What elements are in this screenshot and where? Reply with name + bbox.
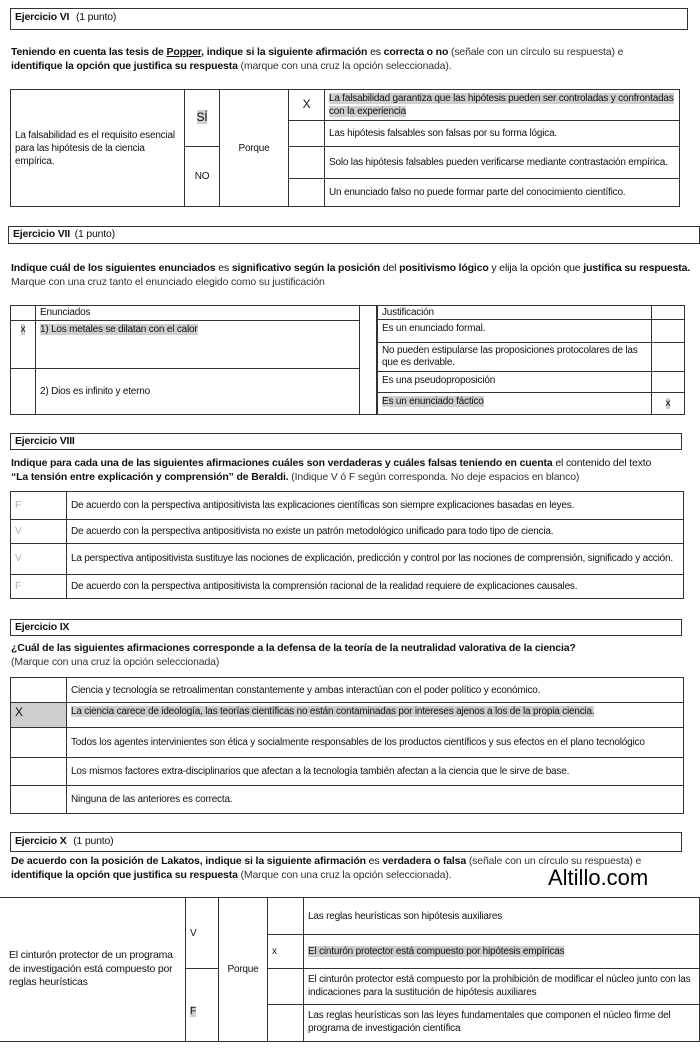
ex6-points: (1 punto) [75, 11, 117, 23]
ex8-title: Ejercicio VIII [15, 435, 75, 447]
ex10-instr-part: De acuerdo con la posición de Lakatos, indique si la siguiente afirmación [11, 855, 366, 867]
ex6-instr-part: , indique si la siguiente afirmación [201, 46, 368, 58]
ex6-instr-part: (marque con una cruz la opción seleccionada). [237, 60, 452, 73]
ex7-justification-table [377, 305, 685, 415]
ex7-instr-part: Marque con una cruz tanto el enunciado elegido como su justificación [11, 276, 325, 289]
ex10-statement: El cinturón protector de un programa de investigación está compuesto por reglas heurísticas [0, 898, 186, 1042]
ex7-statements-table [10, 305, 360, 415]
ex9-title: Ejercicio IX [15, 621, 70, 633]
ex10-because: Porque [219, 898, 268, 1042]
ex7-justification-3-mark: x [665, 397, 671, 409]
ex6-instr-popper: Popper [166, 46, 202, 58]
ex6-option-mark[interactable] [289, 147, 325, 179]
ex7-statement-0-text: 1) Los metales se dilatan con el calor [40, 323, 198, 335]
ex10-option-mark[interactable] [268, 969, 304, 1004]
ex7-instr-part: es [215, 262, 232, 274]
ex8-answer[interactable]: V [11, 519, 67, 543]
ex9-table [10, 677, 684, 814]
ex10-false-label: F [190, 1005, 196, 1017]
ex8-answer[interactable]: F [11, 492, 67, 520]
ex10-false-cell[interactable] [186, 969, 219, 1042]
ex7-title: Ejercicio VII [13, 228, 70, 240]
ex9-option[interactable]: Todos los agentes intervinientes son ética y socialmente responsables de los productos científicos y sus efectos en el plano tecnológico [67, 728, 684, 758]
ex7-instr-part: y elija la opción que [488, 262, 584, 274]
ex6-instr-part: (señale con un círculo su respuesta) e [448, 46, 624, 58]
ex10-instr-part: verdadera o falsa [382, 855, 467, 867]
ex9-option[interactable]: Ciencia y tecnología se retroalimentan constantemente y ambas interactúan con el poder político y económico. [67, 678, 684, 703]
ex9-mark[interactable] [11, 728, 67, 758]
ex10-instr-part: (Marque con una cruz la opción seleccionada). [237, 869, 452, 882]
ex6-table [10, 89, 680, 207]
ex6-no-label: NO [194, 171, 210, 182]
ex9-option[interactable]: Ninguna de las anteriores es correcta. [67, 786, 684, 814]
ex7-justification-mark[interactable] [652, 320, 685, 342]
ex6-because: Porque [220, 90, 289, 207]
ex6-instr-part: es [367, 46, 384, 58]
ex6-yes-cell[interactable] [185, 90, 220, 147]
ex8-instr-part: de Beraldi. [233, 471, 289, 484]
ex7-justification-mark[interactable] [652, 342, 685, 372]
ex7-justification-header: Justificación [378, 306, 652, 320]
ex9-option[interactable] [67, 703, 684, 728]
ex6-no-cell[interactable] [185, 147, 220, 207]
ex10-option-text: El cinturón protector está compuesto por la prohibición de modificar el núcleo junto con las indicaciones para la sustitución de hipótesis auxiliares [304, 969, 700, 1004]
ex10-header [10, 832, 682, 852]
ex9-option[interactable]: Los mismos factores extra-disciplinarios que afectan a la tecnología también afectan a la ciencia que le sirve de base. [67, 758, 684, 786]
ex7-points: (1 punto) [74, 228, 115, 240]
ex10-option-text: Las reglas heurísticas son las leyes fundamentales que componen el núcleo firme del programa de investigación científica [304, 1004, 700, 1041]
ex9-mark[interactable] [11, 678, 67, 703]
ex8-answer[interactable]: F [11, 574, 67, 598]
ex7-justification-mark[interactable] [652, 372, 685, 392]
ex6-option-mark[interactable] [289, 121, 325, 147]
ex10-option-text: Las reglas heurísticas son hipótesis auxiliares [304, 898, 700, 935]
ex8-statement: De acuerdo con la perspectiva antipositivista no existe un patrón metodológico unificado para todo tipo de ciencia. [67, 519, 684, 543]
ex8-instruction [11, 456, 699, 484]
ex10-table [0, 897, 700, 1042]
ex7-justification-mark-header [652, 306, 685, 320]
ex8-instr-title: “La tensión entre explicación y comprensión” [11, 471, 234, 484]
ex6-instr-part: correcta o no [383, 46, 449, 58]
ex6-instr-part: identifique la opción que justifica su respuesta [11, 60, 238, 73]
ex8-instr-part: (Indique V ó F según corresponda. No deje espacios en blanco) [288, 471, 580, 484]
ex7-justification[interactable]: Es un enunciado formal. [378, 320, 652, 342]
ex10-instr-part: identifique la opción que justifica su respuesta [11, 869, 238, 882]
ex6-option-mark[interactable]: X [289, 90, 325, 121]
ex10-title: Ejercicio X [15, 835, 67, 847]
ex7-justification-3-text: Es un enunciado fáctico [382, 395, 484, 407]
ex10-option-mark[interactable] [268, 1004, 304, 1041]
ex7-mark-header [11, 306, 36, 321]
ex8-statement: La perspectiva antipositivista sustituye las nociones de explicación, predicción y control por las nociones de comprensión, significado y acción. [67, 543, 684, 574]
ex9-question: ¿Cuál de las siguientes afirmaciones corresponde a la defensa de la teoría de la neutralidad valorativa de la ciencia? [11, 642, 576, 654]
ex10-option-text [304, 935, 700, 969]
ex7-statement[interactable]: 2) Dios es infinito y eterno [36, 368, 360, 414]
ex7-justification[interactable]: Es una pseudoproposición [378, 372, 652, 392]
ex10-true-cell[interactable]: V [186, 898, 219, 969]
ex6-yes-label: SÍ [196, 110, 208, 125]
ex6-title: Ejercicio VI [15, 11, 70, 23]
ex6-option-text: Un enunciado falso no puede formar parte del conocimiento científico. [325, 179, 680, 207]
ex7-statement-mark[interactable] [11, 368, 36, 414]
ex7-gap-column [360, 305, 377, 415]
ex10-option-mark[interactable]: x [268, 935, 304, 969]
ex6-option-mark[interactable] [289, 179, 325, 207]
ex6-instr-part: Teniendo en cuenta las tesis de [11, 46, 167, 58]
ex7-instr-part: Indique cuál de los siguientes enunciados [11, 262, 216, 274]
ex8-statement: De acuerdo con la perspectiva antipositivista las explicaciones científicas son siempre explicaciones basadas en leyes. [67, 492, 684, 520]
ex6-instruction [11, 45, 691, 73]
ex10-option-1-text: El cinturón protector está compuesto por hipótesis empíricas [308, 946, 565, 958]
ex6-option-0-text: La falsabilidad garantiza que las hipótesis pueden ser controladas y confrontadas con la experiencia [329, 93, 674, 117]
ex6-header [10, 8, 688, 30]
ex7-instruction [11, 261, 696, 289]
ex7-justification[interactable] [378, 392, 652, 414]
ex8-instr-part: Indique para cada una de las siguientes afirmaciones cuáles son verdaderas y cuáles falsas teniendo en cuenta [11, 457, 553, 469]
ex6-option-text [325, 90, 680, 121]
ex7-instr-part: significativo según la posición [231, 262, 381, 274]
ex8-table [10, 491, 684, 599]
ex9-mark[interactable]: X [11, 703, 67, 728]
ex9-header [10, 619, 682, 636]
ex7-statement-mark[interactable] [11, 320, 36, 368]
ex7-statements-header: Enunciados [36, 306, 360, 321]
ex9-mark[interactable] [11, 786, 67, 814]
ex10-points: (1 punto) [73, 835, 114, 847]
ex8-answer[interactable]: V [11, 543, 67, 574]
ex8-header [10, 433, 682, 450]
ex9-option-1-text: La ciencia carece de ideología, las teorías científicas no están contaminadas por intereses ajenos a los de la propia ciencia. [71, 706, 595, 717]
ex6-option-text: Las hipótesis falsables son falsas por su forma lógica. [325, 121, 680, 147]
ex8-statement: De acuerdo con la perspectiva antipositivista la comprensión racional de la realidad requiere de explicaciones causales. [67, 574, 684, 598]
ex7-statement[interactable] [36, 320, 360, 368]
ex10-option-mark[interactable] [268, 898, 304, 935]
ex10-instr-part: (señale con un círculo su respuesta) e [466, 855, 642, 867]
ex7-instr-part: justifica su respuesta. [583, 262, 691, 274]
ex9-instruction [11, 641, 699, 669]
ex7-instr-part: del [380, 262, 400, 274]
ex10-instr-part: es [365, 855, 383, 867]
ex7-header [8, 226, 700, 244]
ex8-instr-part: el contenido del texto [552, 457, 652, 469]
ex9-mark[interactable] [11, 758, 67, 786]
altillo-watermark: Altillo.com [548, 865, 649, 890]
ex7-justification[interactable]: No pueden estipularse las proposiciones protocolares de las que es derivable. [378, 342, 652, 372]
ex6-statement: La falsabilidad es el requisito esencial para las hipótesis de la ciencia empírica. [11, 90, 185, 207]
ex7-instr-part: positivismo lógico [399, 262, 489, 274]
ex6-option-text: Solo las hipótesis falsables pueden verificarse mediante contrastación empírica. [325, 147, 680, 179]
ex7-statement-0-mark: x [20, 323, 26, 335]
ex9-subtext: (Marque con una cruz la opción seleccionada) [11, 656, 220, 669]
ex7-justification-mark[interactable] [652, 392, 685, 414]
